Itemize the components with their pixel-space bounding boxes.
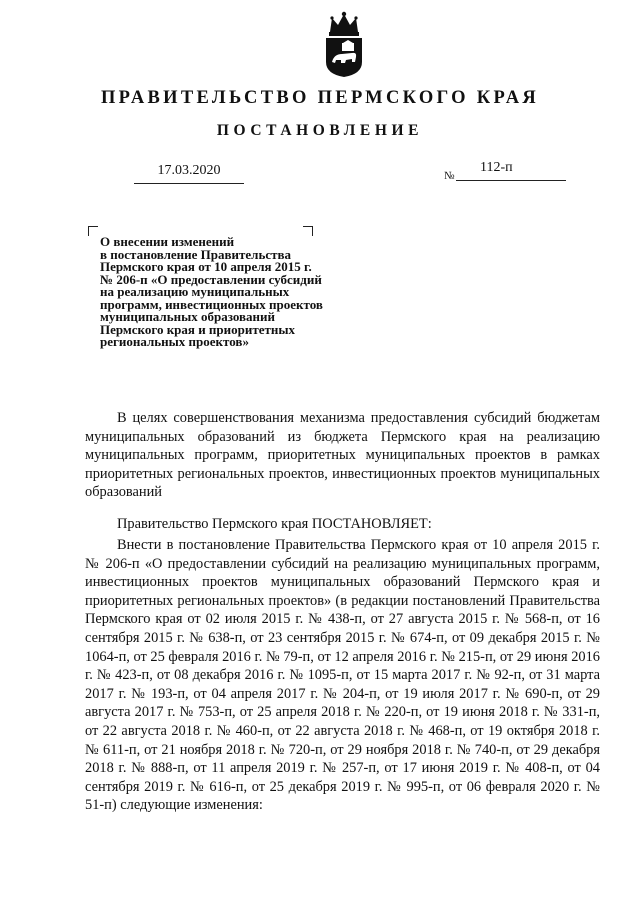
corner-bracket-left (88, 226, 98, 236)
decree-subject (100, 236, 380, 349)
subject-line: на реализацию муниципальных (100, 284, 290, 299)
amendment-paragraph: Внести в постановление Правительства Пермского края от 10 апреля 2015 г. № 206-п «О предоставлении субсидий на реализацию муниципальных программ, инвестиционных проектов муниципальных образований Пермского края и приоритетных региональных проектов» (в редакции постановлений Правительства Пермского края от 02 июля 2015 г. № 438-п, от 27 августа 2015 г. № 568-п, от 16 сентября 2015 г. № 638-п, от 23 сентября 2015 г. № 674-п, от 09 декабря 2015 г. № 1064-п, от 25 февраля 2016 г. № 79-п, от 12 апреля 2016 г. № 215-п, от 29 июня 2016 г. № 423-п, от 08 декабря 2016 г. № 1095-п, от 15 марта 2017 г. № 92-п, от 31 марта 2017 г. № 193-п, от 04 апреля 2017 г. № 204-п, от 19 июля 2017 г. № 690-п, от 29 августа 2017 г. № 753-п, от 25 апреля 2018 г. № 220-п, от 19 июня 2018 г. № 331-п, от 22 августа 2018 г. № 460-п, от 22 августа 2018 г. № 468-п, от 19 октября 2018 г. № 611-п, от 21 ноября 2018 г. № 720-п, от 29 ноября 2018 г. № 740-п, от 29 декабря 2018 г. № 888-п, от 11 апреля 2019 г. № 257-п, от 17 июня 2019 г. № 408-п, от 04 сентября 2019 г. № 616-п, от 25 декабря 2019 г. № 995-п, от 06 февраля 2020 г. № 51-п) следующие изменения: (85, 537, 600, 814)
government-title: ПРАВИТЕЛЬСТВО ПЕРМСКОГО КРАЯ (100, 88, 540, 108)
subject-line: О внесении изменений (100, 234, 235, 249)
coat-of-arms-icon (322, 10, 366, 78)
subject-line: региональных проектов» (100, 334, 249, 349)
resolution-paragraph: Правительство Пермского края ПОСТАНОВЛЯЕТ: (117, 516, 432, 532)
subject-line: № 206-п «О предоставлении субсидий (100, 271, 322, 287)
date-underline (134, 183, 244, 184)
document-type: ПОСТАНОВЛЕНИЕ (216, 122, 424, 139)
subject-line: программ, инвестиционных проектов (100, 296, 323, 312)
decree-number: 112-п (480, 160, 513, 175)
corner-bracket-right (303, 226, 313, 236)
decree-date: 17.03.2020 (157, 163, 221, 178)
number-sign: № (444, 170, 455, 182)
number-underline (456, 180, 566, 181)
subject-line: в постановление Правительства (100, 246, 292, 262)
preamble-paragraph: В целях совершенствования механизма предоставления субсидий бюджетам муниципальных образований из бюджета Пермского края на реализацию муниципальных программ, приоритетных муниципальных проектов в рамках приоритетных региональных проектов, инвестиционных проектов муниципальных образований (85, 410, 600, 501)
subject-line: Пермского края от 10 апреля 2015 г. (100, 259, 312, 274)
subject-line: Пермского края и приоритетных (100, 321, 296, 337)
subject-line: муниципальных образований (100, 309, 276, 324)
